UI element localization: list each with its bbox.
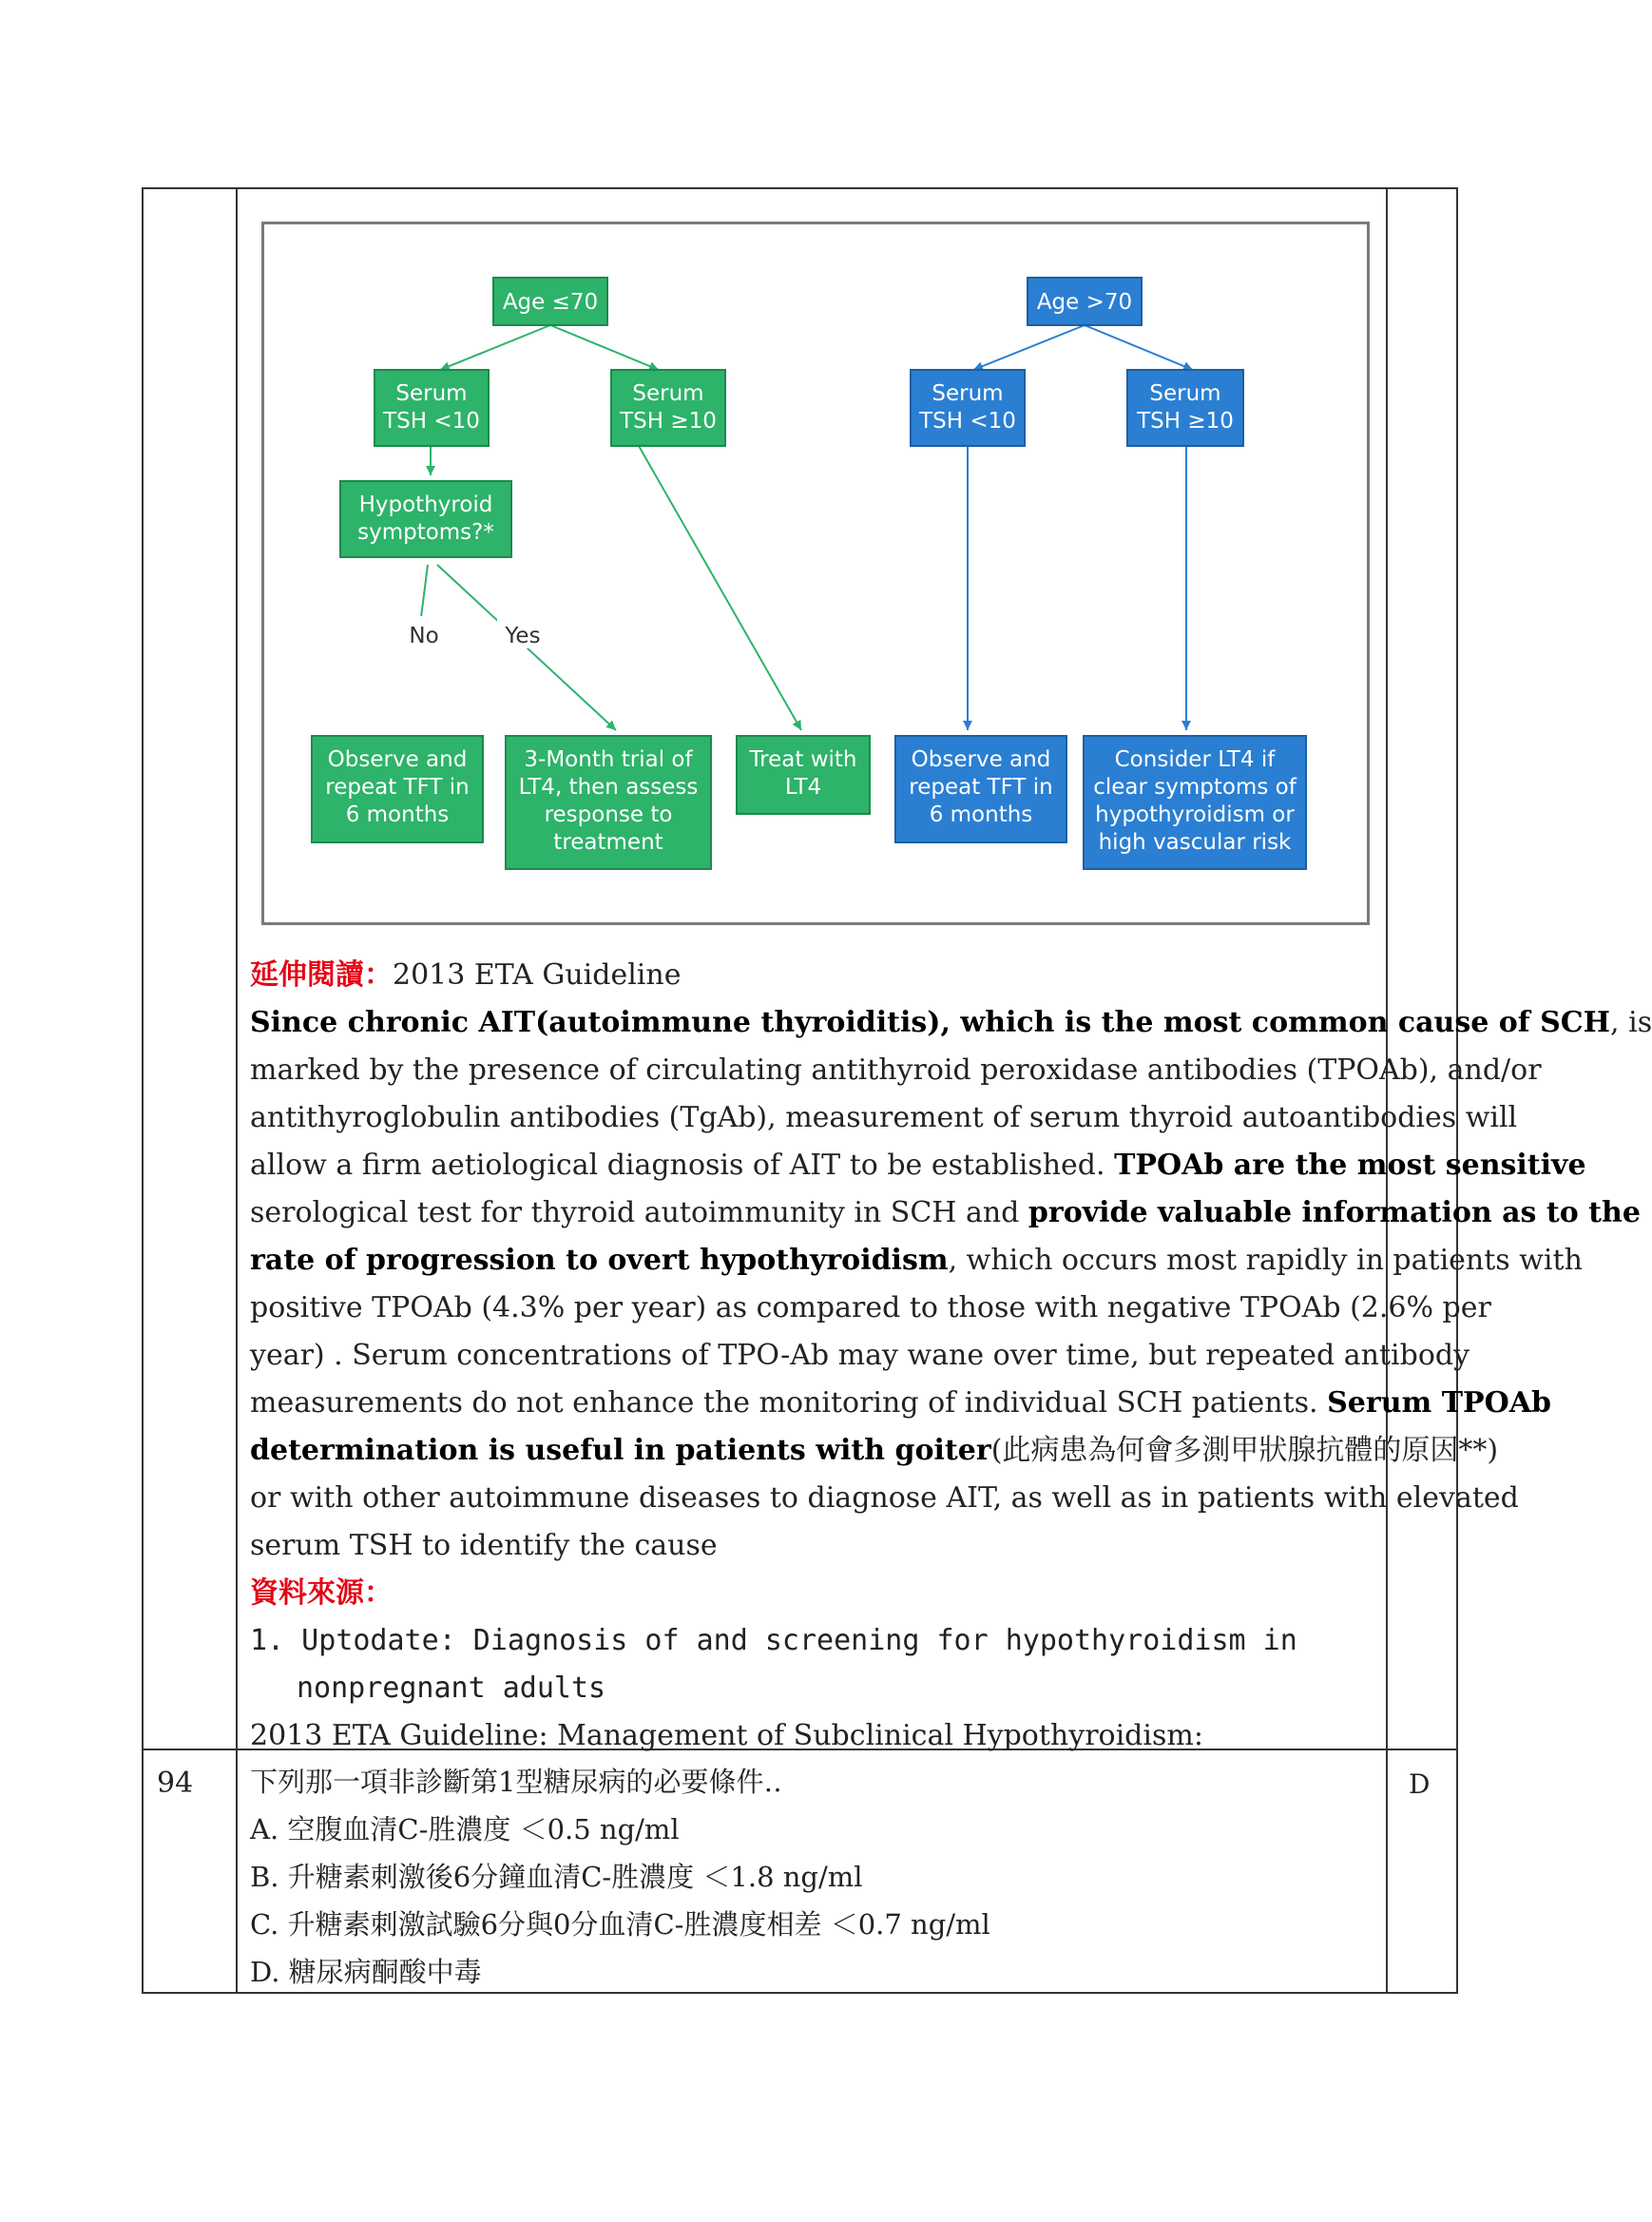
box-line: TSH ≥10 — [1137, 409, 1234, 434]
source-1-line-2: nonpregnant adults — [297, 1671, 606, 1705]
box-line: Observe and — [327, 747, 468, 772]
box-right-tsh-high — [1127, 370, 1243, 446]
box-age-le-70 — [493, 278, 607, 325]
text-segment: positive TPOAb (4.3% per year) as compared to those with negative TPOAb (2.6% per — [250, 1291, 1491, 1324]
option-a: A. 空腹血清C-胜濃度 ＜0.5 ng/ml — [250, 1813, 680, 1845]
source-1-line-1: 1. Uptodate: Diagnosis of and screening for hypothyroidism in — [250, 1624, 1297, 1657]
box-left-tsh-low — [375, 370, 489, 446]
question-stem: 下列那一項非診斷第1型糖尿病的必要條件‥ — [250, 1766, 782, 1798]
box-right-tsh-low — [911, 370, 1025, 446]
option-c: C. 升糖素刺激試驗6分與0分血清C-胜濃度相差 ＜0.7 ng/ml — [250, 1908, 990, 1941]
box-line: Serum — [932, 381, 1004, 406]
box-line: TSH <10 — [919, 409, 1016, 434]
box-line: repeat TFT in — [325, 775, 470, 800]
box-line: TSH ≥10 — [620, 409, 717, 434]
box-hypothyroid-symptoms — [340, 481, 511, 557]
reading-heading-label: 延伸閱讀： — [250, 958, 393, 992]
text-segment: serological test for thyroid autoimmunity in SCH and — [250, 1196, 1028, 1229]
reading-heading — [250, 952, 681, 999]
box-line: 3-Month trial of — [524, 747, 693, 772]
box-line: Hypothyroid — [358, 493, 493, 517]
text-segment: antithyroglobulin antibodies (TgAb), measurement of serum thyroid autoantibodies will — [250, 1101, 1518, 1134]
text-segment: , which occurs most rapidly in patients with — [948, 1244, 1583, 1277]
box-left-tsh-high — [611, 370, 725, 446]
age-gt-70-text: Age >70 — [1036, 290, 1133, 315]
age-le-70-text: Age ≤70 — [502, 290, 599, 315]
bold-segment: provide valuable information as to the — [1028, 1196, 1641, 1229]
box-consider — [1084, 736, 1306, 869]
box-left-observe — [312, 736, 483, 842]
text-segment: serum TSH to identify the cause — [250, 1529, 718, 1562]
text-segment: year) . Serum concentrations of TPO-Ab may wane over time, but repeated antibody — [250, 1339, 1470, 1372]
reading-line — [250, 1237, 1583, 1285]
text-segment: measurements do not enhance the monitoring of individual SCH patients. — [250, 1386, 1328, 1420]
box-age-gt-70 — [1028, 278, 1142, 325]
reading-line — [250, 1047, 1542, 1094]
box-line: 6 months — [929, 802, 1033, 827]
box-line: LT4 — [784, 775, 822, 800]
text-segment: allow a firm aetiological diagnosis of AIT to be established. — [250, 1149, 1115, 1182]
text-segment: marked by the presence of circulating antithyroid peroxidase antibodies (TPOAb), and/or — [250, 1053, 1542, 1087]
col-divider-1 — [236, 189, 238, 1992]
reading-line — [250, 1427, 1498, 1475]
box-line: high vascular risk — [1098, 830, 1292, 855]
box-trial — [506, 736, 711, 869]
box-line: LT4, then assess — [518, 775, 699, 800]
box-line: Serum — [632, 381, 704, 406]
box-line: symptoms?* — [357, 520, 494, 545]
text-segment: (此病患為何會多測甲狀腺抗體的原因**) — [990, 1434, 1499, 1467]
reading-line — [250, 1380, 1551, 1427]
question-answer: D — [1409, 1768, 1431, 1800]
reading-heading-text: 2013 ETA Guideline — [393, 958, 682, 992]
no-label: No — [409, 624, 439, 648]
bold-segment: determination is useful in patients with goiter — [250, 1434, 991, 1467]
box-line: Consider LT4 if — [1114, 747, 1276, 772]
reading-line — [250, 1142, 1586, 1189]
text-segment: , is — [1610, 1006, 1652, 1039]
option-b: B. 升糖素刺激後6分鐘血清C-胜濃度 ＜1.8 ng/ml — [250, 1861, 863, 1893]
box-right-observe — [895, 736, 1066, 842]
text-segment: or with other autoimmune diseases to diagnose AIT, as well as in patients with elevated — [250, 1481, 1519, 1515]
question-number: 94 — [157, 1767, 194, 1800]
box-line: response to — [544, 802, 673, 827]
source-label: 資料來源： — [250, 1576, 393, 1610]
reading-line — [250, 999, 1652, 1047]
box-line: 6 months — [345, 802, 450, 827]
reading-line — [250, 1475, 1519, 1522]
box-line: treatment — [553, 830, 663, 855]
source-2: 2013 ETA Guideline: Management of Subclinical Hypothyroidism: — [250, 1719, 1203, 1752]
box-line: repeat TFT in — [909, 775, 1053, 800]
bold-segment: TPOAb are the most sensitive — [1114, 1149, 1586, 1182]
reading-line — [250, 1285, 1491, 1332]
option-d: D. 糖尿病酮酸中毒 — [250, 1956, 482, 1988]
box-line: hypothyroidism or — [1095, 802, 1295, 827]
bold-segment: Serum TPOAb — [1327, 1386, 1551, 1420]
reading-line — [250, 1189, 1641, 1237]
reading-line — [250, 1094, 1517, 1142]
box-line: TSH <10 — [383, 409, 480, 434]
management-flowchart — [261, 222, 1370, 925]
bold-segment: rate of progression to overt hypothyroidism — [250, 1244, 949, 1277]
box-line: Serum — [1149, 381, 1221, 406]
box-line: Observe and — [911, 747, 1051, 772]
reading-line — [250, 1332, 1470, 1380]
reading-line — [250, 1522, 718, 1570]
box-line: clear symptoms of — [1093, 775, 1297, 800]
flowchart-svg — [264, 224, 1367, 922]
box-line: Serum — [395, 381, 468, 406]
box-treat — [737, 736, 870, 814]
box-line: Treat with — [749, 747, 857, 772]
bold-segment: Since chronic AIT(autoimmune thyroiditis), which is the most common cause of SCH — [250, 1006, 1611, 1039]
yes-label: Yes — [505, 624, 541, 648]
